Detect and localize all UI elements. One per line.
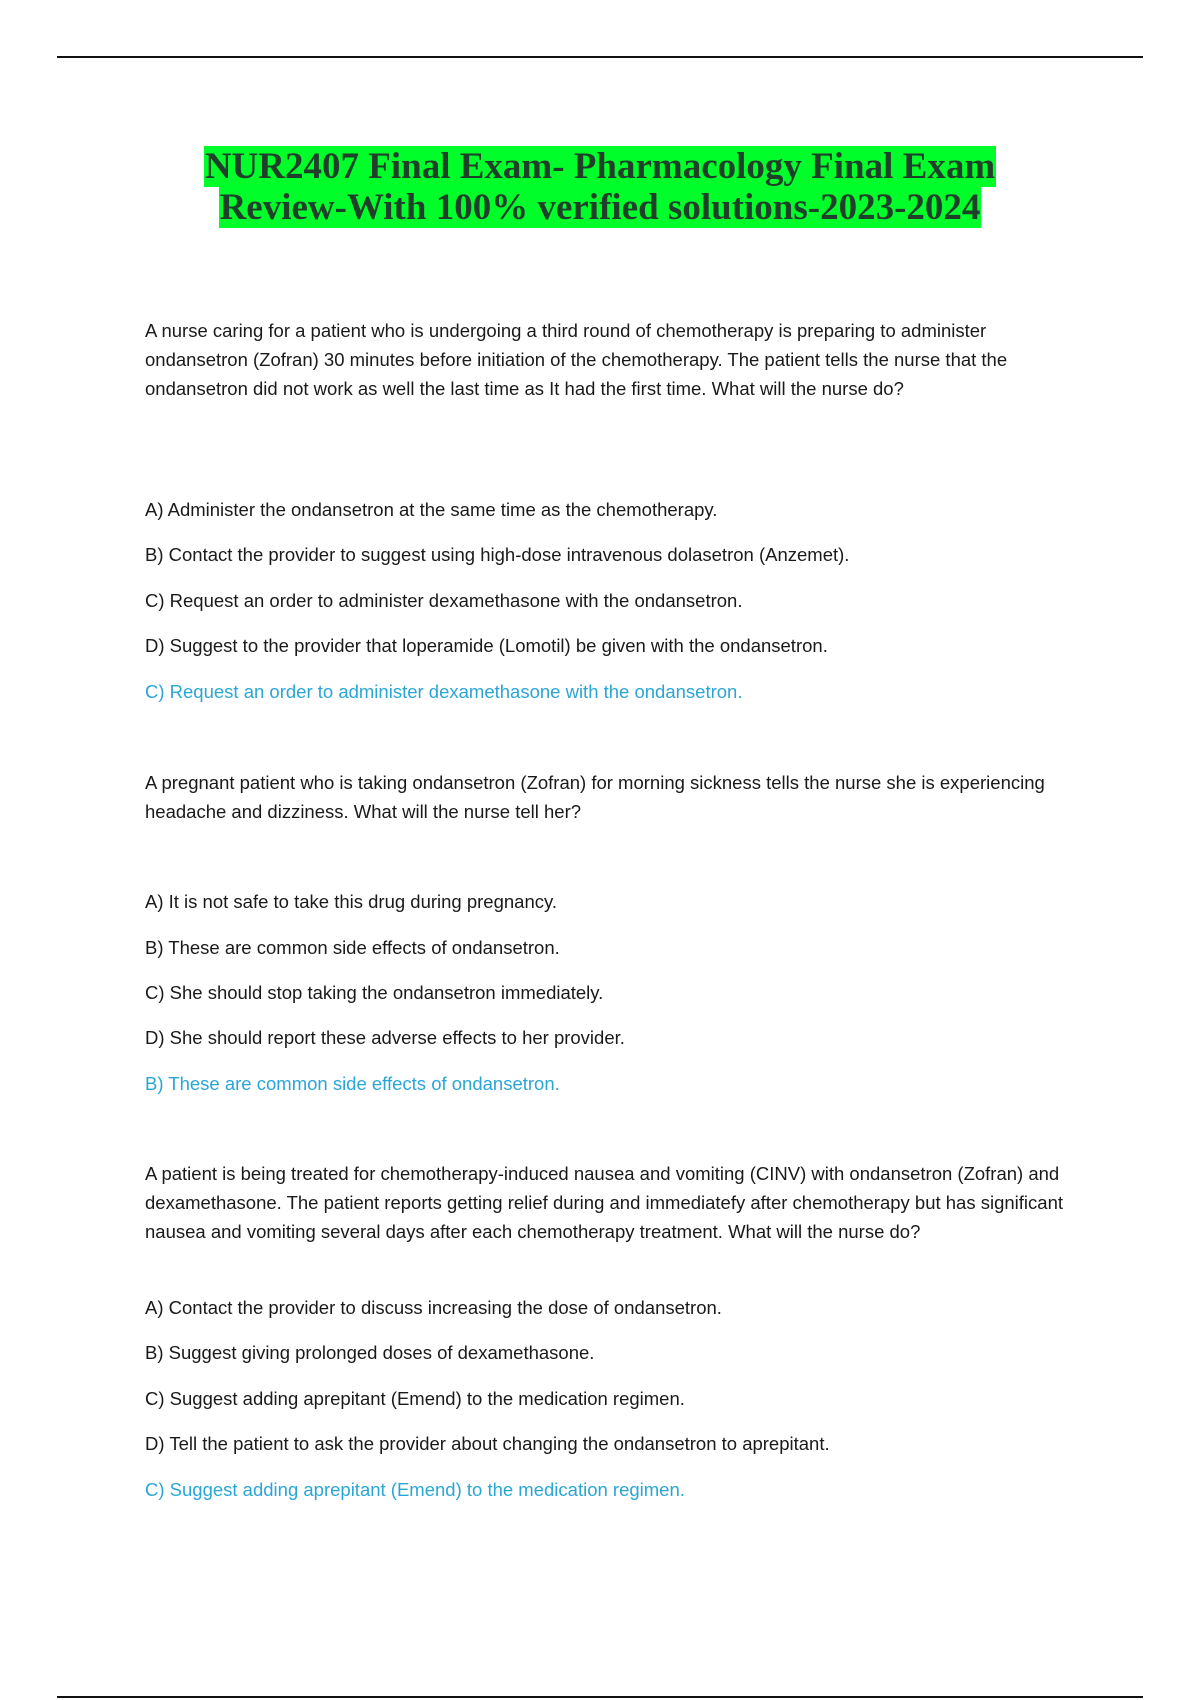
title-line-1: NUR2407 Final Exam- Pharmacology Final Exam	[204, 146, 996, 187]
question-2-option-c: C) She should stop taking the ondansetron immediately.	[145, 982, 604, 1003]
question-1-answer: C) Request an order to administer dexamethasone with the ondansetron.	[145, 681, 743, 702]
question-3-stem-block	[145, 1159, 1065, 1246]
question-2-option-b: B) These are common side effects of ondansetron.	[145, 937, 560, 958]
question-1-option-a: A) Administer the ondansetron at the same time as the chemotherapy.	[145, 499, 718, 520]
question-3-option-d: D) Tell the patient to ask the provider about changing the ondansetron to aprepitant.	[145, 1433, 830, 1454]
question-1-option-d: D) Suggest to the provider that loperamide (Lomotil) be given with the ondansetron.	[145, 635, 828, 656]
question-1-option-c: C) Request an order to administer dexamethasone with the ondansetron.	[145, 590, 743, 611]
question-3-option-c: C) Suggest adding aprepitant (Emend) to the medication regimen.	[145, 1388, 685, 1409]
question-2-option-a: A) It is not safe to take this drug during pregnancy.	[145, 891, 558, 912]
question-3-option-b: B) Suggest giving prolonged doses of dexamethasone.	[145, 1342, 595, 1363]
question-3-option-a: A) Contact the provider to discuss increasing the dose of ondansetron.	[145, 1297, 722, 1318]
question-3-stem: A patient is being treated for chemotherapy-induced nausea and vomiting (CINV) with ondansetron (Zofran) and dexamethasone. The patient reports getting relief during and immediatefy after chemotherapy but has significant nausea and vomiting several days after each chemotherapy treatment. What will the nurse do?	[145, 1163, 1063, 1242]
question-2-stem: A pregnant patient who is taking ondansetron (Zofran) for morning sickness tells the nurse she is experiencing headache and dizziness. What will the nurse tell her?	[145, 772, 1045, 822]
question-3-answer: C) Suggest adding aprepitant (Emend) to the medication regimen.	[145, 1479, 685, 1500]
title-line-2: Review-With 100% verified solutions-2023-2024	[219, 187, 981, 228]
document-title	[0, 146, 1200, 228]
question-2-option-d: D) She should report these adverse effects to her provider.	[145, 1027, 625, 1048]
top-rule	[57, 56, 1143, 58]
question-1-stem-block	[145, 316, 1065, 403]
bottom-rule	[57, 1696, 1143, 1698]
question-1-stem: A nurse caring for a patient who is undergoing a third round of chemotherapy is preparing to administer ondansetron (Zofran) 30 minutes before initiation of the chemotherapy. The patient tells the nurse that the ondansetron did not work as well the last time as It had the first time. What will the nurse do?	[145, 320, 1008, 399]
question-2-stem-block	[145, 768, 1065, 826]
question-2-answer: B) These are common side effects of ondansetron.	[145, 1073, 560, 1094]
question-1-option-b: B) Contact the provider to suggest using high-dose intravenous dolasetron (Anzemet).	[145, 544, 850, 565]
